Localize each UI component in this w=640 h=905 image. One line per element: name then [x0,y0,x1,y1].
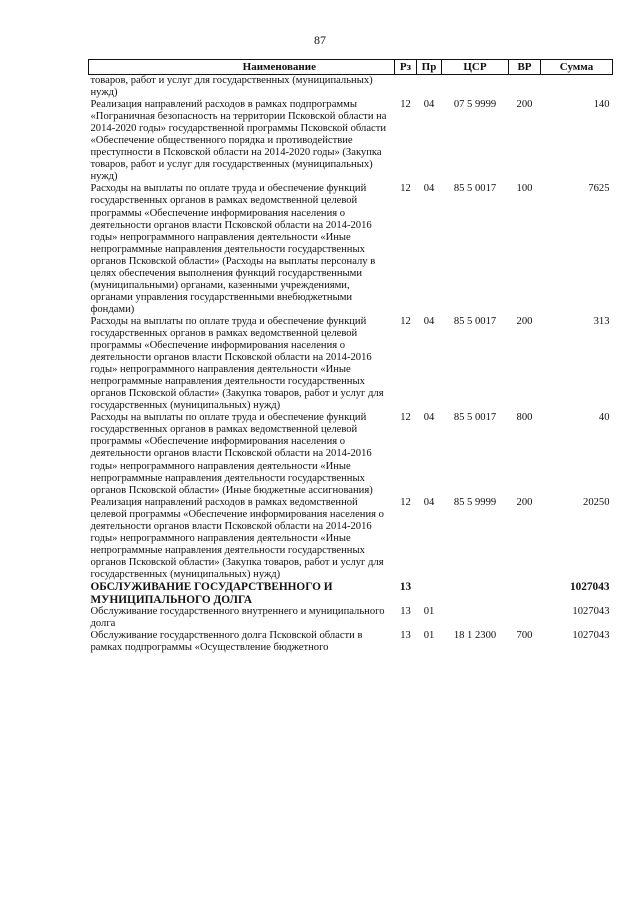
header-sum: Сумма [541,60,613,75]
row-csr [442,75,509,100]
row-rz: 13 [399,580,412,593]
row-name: Расходы на выплаты по оплате труда и обеспечение функций государственных органов в рамках ведомственной целевой программы «Обеспечение информирования населения о деятельности органов власти Псковской области на 2014-2016 годы» непрограммного направления деятельности «Иные непрограммные направления деятельности государственных органов Псковской области» (Закупка товаров, работ и услуг для государственных (муниципальных) нужд) [90,315,384,412]
row-pr: 04 [423,183,435,195]
header-csr: ЦСР [442,60,509,75]
row-name: Расходы на выплаты по оплате труда и обеспечение функций государственных органов в рамках ведомственной целевой программы «Обеспечение информирования населения о деятельности органов власти Псковской области на 2014-2016 годы» непрограммного направления деятельности «Иные непрограммные направления деятельности государственных органов Псковской области» (Расходы на выплаты персоналу в целях обеспечения выполнения функций государственными (муниципальными) органами, казенными учреждениями, органами управления государственными внебюджетными фондами) [90,183,376,315]
row-rz: 12 [400,183,411,195]
row-sum: 7625 [588,183,610,195]
row-sum: 40 [598,412,610,424]
row-csr: 18 1 2300 [453,630,497,642]
row-name: Реализация направлений расходов в рамках подпрограммы «Пограничная безопасность на территории Псковской области на 2014-2020 годы» государственной программы Псковской области «Обеспечение общественного порядка и противодействие преступности в Псковской области на 2014-2020 годы» (Закупка товаров, работ и услуг для государственных (муниципальных) нужд) [90,99,387,183]
row-sum: 140 [593,99,610,111]
table-row [89,316,613,412]
row-vr: 200 [516,99,533,111]
row-sum: 313 [593,315,610,327]
row-vr: 200 [516,496,533,508]
header-vr: ВР [509,60,541,75]
row-vr: 800 [516,412,533,424]
row-pr: 04 [423,99,435,111]
row-csr: 07 5 9999 [453,99,497,111]
table-body [89,75,613,655]
row-name: товаров, работ и услуг для государственных (муниципальных) нужд) [90,75,373,99]
row-sum: 1027043 [572,606,610,618]
row-sum: 1027043 [572,630,610,642]
row-pr [417,581,442,606]
row-vr [509,581,541,606]
row-rz: 13 [400,606,411,618]
table-row [89,606,613,630]
row-vr [509,606,541,630]
row-name: Обслуживание государственного внутреннего и муниципального долга [90,606,385,630]
row-name: Реализация направлений расходов в рамках ведомственной целевой программы «Обеспечение информирования населения о деятельности органов власти Псковской области на 2014-2016 годы» непрограммного направления деятельности «Иные непрограммные направления деятельности государственных органов Псковской области» (Закупка товаров, работ и услуг для государственных (муниципальных) нужд) [90,496,384,580]
header-rz: Рз [395,60,417,75]
table-row [89,75,613,100]
row-name: Обслуживание государственного долга Псковской области в рамках подпрограммы «Осуществление бюджетного [90,630,363,654]
budget-table-container [88,59,612,654]
row-pr: 04 [423,315,435,327]
row-pr: 04 [423,412,435,424]
row-csr [442,581,509,606]
budget-table [88,59,613,654]
table-row [89,497,613,581]
row-csr: 85 5 9999 [453,496,497,508]
row-pr [417,75,442,100]
table-row [89,99,613,183]
row-csr: 85 5 0017 [453,412,497,424]
table-row [89,412,613,496]
row-rz: 12 [400,412,411,424]
row-rz: 12 [400,315,411,327]
row-csr: 85 5 0017 [453,315,497,327]
row-csr [442,606,509,630]
row-name: Расходы на выплаты по оплате труда и обеспечение функций государственных органов в рамках ведомственной целевой программы «Обеспечение информирования населения о деятельности органов власти Псковской области на 2014-2016 годы» непрограммного направления деятельности «Иные непрограммные направления деятельности государственных органов Псковской области» (Иные бюджетные ассигнования) [90,412,373,496]
row-pr: 01 [423,606,435,618]
page-number: 87 [314,33,326,47]
table-row [89,183,613,316]
row-vr: 200 [516,315,533,327]
section-title: ОБСЛУЖИВАНИЕ ГОСУДАРСТВЕННОГО И МУНИЦИПАЛЬНОГО ДОЛГА [90,580,333,606]
table-header [89,60,613,75]
row-csr: 85 5 0017 [453,183,497,195]
row-vr: 100 [516,183,533,195]
header-pr: Пр [417,60,442,75]
header-name: Наименование [89,60,395,75]
row-rz: 12 [400,99,411,111]
row-sum: 20250 [583,496,610,508]
row-pr: 01 [423,630,435,642]
table-row [89,630,613,654]
row-pr: 04 [423,496,435,508]
row-vr: 700 [516,630,533,642]
row-sum [541,75,613,100]
row-rz [395,75,417,100]
row-sum: 1027043 [569,580,610,593]
section-row [89,581,613,606]
row-rz: 12 [400,496,411,508]
row-rz: 13 [400,630,411,642]
row-vr [509,75,541,100]
